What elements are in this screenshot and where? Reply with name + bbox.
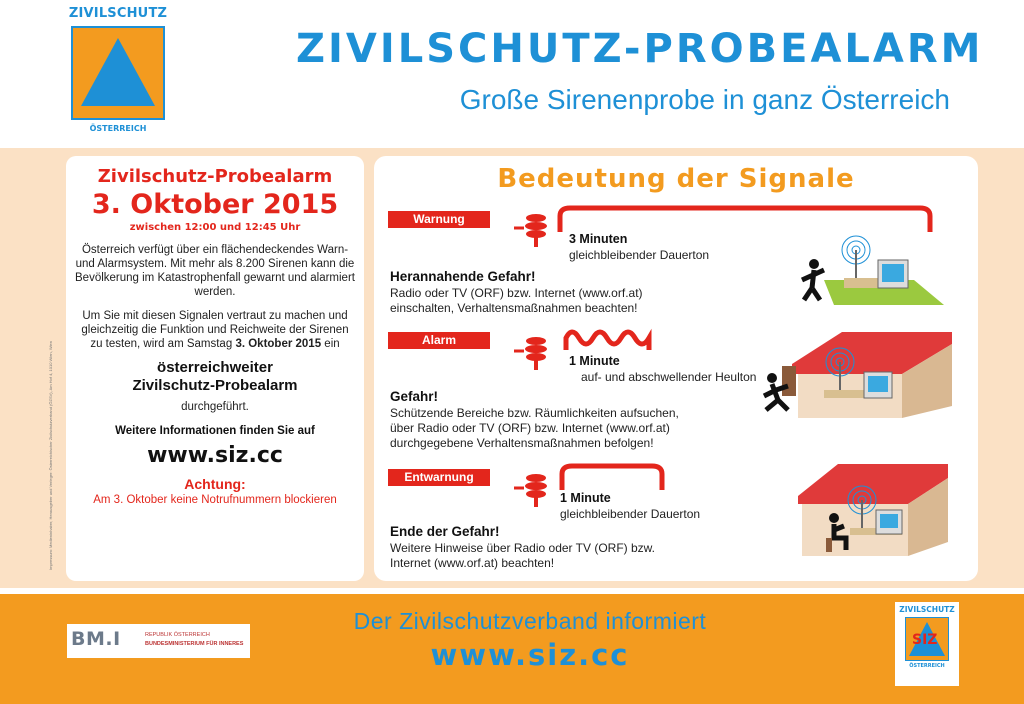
page-title: ZIVILSCHUTZ-PROBEALARM [296, 26, 984, 72]
bmi-line-1: REPUBLIK ÖSTERREICH [145, 632, 210, 638]
logo-triangle-box [71, 26, 165, 120]
big-line-1: österreichweiter [157, 359, 273, 376]
done-text: durchgeführt. [181, 401, 249, 413]
achtung-note: Am 3. Oktober keine Notrufnummern blockieren [93, 494, 337, 506]
siz-logo [895, 602, 959, 686]
signals-title: Bedeutung der Signale [497, 164, 855, 194]
siren-icon [514, 468, 554, 508]
announcement-time: zwischen 12:00 und 12:45 Uhr [129, 222, 301, 233]
imprint-text: Impressum: Medieninhaber, Herausgeber und Verleger: Österreichischer Zivilschutzverband (ÖZSV), Am Hof 4, 1010 Wien, Wien [48, 341, 53, 570]
signals-card [374, 156, 978, 581]
announcement-paragraph-2 [66, 309, 364, 351]
siz-logo-bottom: ÖSTERREICH [909, 663, 945, 669]
tag-warnung: Warnung [388, 211, 490, 228]
siz-logo-square [905, 617, 949, 661]
announcement-card [66, 156, 364, 581]
siren-icon [514, 331, 554, 371]
tag-entwarnung: Entwarnung [388, 469, 490, 486]
entwarnung-tone: gleichbleibender Dauerton [560, 507, 701, 521]
website-link[interactable]: www.siz.cc [147, 443, 283, 468]
page-subtitle: Große Sirenenprobe in ganz Österreich [459, 84, 950, 115]
alarm-text-1: Schützende Bereiche bzw. Räumlichkeiten aufsuchen, [390, 406, 679, 420]
logo-brand-top: ZIVILSCHUTZ [68, 6, 168, 21]
warnung-tone: gleichbleibender Dauerton [569, 248, 710, 262]
logo-brand-bottom: ÖSTERREICH [89, 124, 147, 133]
footer-website-link[interactable]: www.siz.cc [430, 638, 630, 672]
entwarnung-text-2: Internet (www.orf.at) beachten! [390, 556, 555, 570]
paragraph-2-text: Um Sie mit diesen Signalen vertraut zu machen und gleichzeitig die Funktion und Reichweite der Sirenen zu testen, wird am Samstag [81, 310, 349, 350]
paragraph-2-end: ein [324, 338, 340, 350]
paragraph-2-date: 3. Oktober 2015 [235, 338, 322, 350]
tag-alarm: Alarm [388, 332, 490, 349]
bmi-logo [67, 624, 250, 658]
house-shelter-illustration [752, 324, 952, 424]
bmi-mark: BM.I [71, 628, 121, 650]
radio-listening-illustration [794, 230, 944, 310]
warnung-text-1: Radio oder TV (ORF) bzw. Internet (www.orf.at) [390, 286, 643, 300]
zivilschutz-logo [68, 6, 168, 136]
achtung-heading: Achtung: [184, 476, 246, 492]
short-steady-tone-graph [558, 462, 668, 492]
bmi-line-2: BUNDESMINISTERIUM FÜR INNERES [145, 641, 244, 647]
warnung-text-2: einschalten, Verhaltensmaßnahmen beachten! [390, 301, 638, 315]
imprint [48, 160, 62, 580]
announcement-date: 3. Oktober 2015 [91, 189, 339, 220]
warnung-heading: Herannahende Gefahr! [390, 269, 536, 284]
announcement-heading: Zivilschutz-Probealarm [97, 166, 333, 187]
info-text: Weitere Informationen finden Sie auf [115, 425, 315, 437]
announcement-paragraph-1: Österreich verfügt über ein flächendeckendes Warn- und Alarmsystem. Mit mehr als 8.200 Sirenen kann die Bevölkerung im Katastrophenfall gewarnt und alarmiert werden. [75, 244, 355, 298]
warnung-duration: 3 Minuten [569, 232, 628, 246]
house-safe-illustration [788, 456, 948, 560]
triangle-icon [73, 28, 163, 118]
entwarnung-text-1: Weitere Hinweise über Radio oder TV (ORF) bzw. [390, 541, 655, 555]
entwarnung-duration: 1 Minute [560, 491, 611, 505]
entwarnung-heading: Ende der Gefahr! [390, 524, 500, 539]
alarm-tone: auf- und abschwellender Heulton [581, 370, 757, 384]
alarm-text-2: über Radio oder TV (ORF) bzw. Internet (www.orf.at) [390, 421, 670, 435]
siz-logo-mark: SIZ [912, 632, 938, 648]
footer-tagline: Der Zivilschutzverband informiert [353, 608, 707, 634]
alarm-text-3: durchgegebene Verhaltensmaßnahmen befolgen! [390, 436, 654, 450]
big-line-2: Zivilschutz-Probealarm [132, 377, 298, 394]
siz-logo-top: ZIVILSCHUTZ [899, 605, 955, 614]
alarm-duration: 1 Minute [569, 354, 620, 368]
wailing-tone-graph [562, 324, 662, 354]
alarm-heading: Gefahr! [390, 389, 439, 404]
siren-icon [514, 208, 554, 248]
